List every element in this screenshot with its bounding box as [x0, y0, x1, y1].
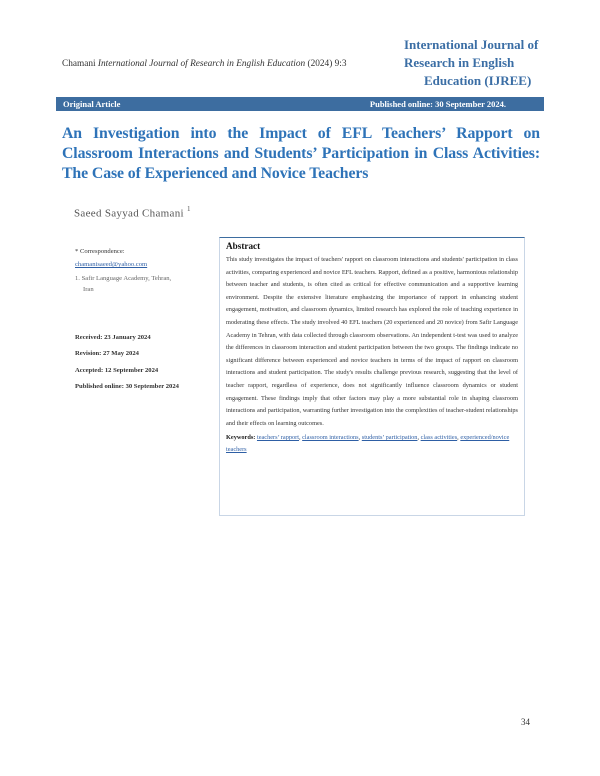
citation-author: Chamani — [62, 59, 96, 69]
keywords-label: Keywords: — [226, 434, 256, 442]
abstract-box — [219, 237, 525, 516]
affiliation-line1: 1. Safir Language Academy, Tehran, — [75, 275, 172, 282]
published-online-label: Published online: 30 September 2024. — [369, 99, 506, 109]
article-dates — [75, 330, 225, 396]
running-header-citation — [62, 59, 347, 69]
abstract-heading: Abstract — [226, 241, 261, 251]
journal-brand-line3: Education (IJREE) — [424, 73, 532, 88]
author-name: Saeed Sayyad Chamani — [74, 207, 184, 220]
correspondence-panel — [75, 246, 215, 295]
date-published: Published online: 30 September 2024 — [75, 383, 179, 391]
keyword-link[interactable]: teachers’ rapport — [256, 434, 299, 442]
correspondence-email-link[interactable]: chamanisaeed@yahoo.com — [75, 261, 148, 268]
keyword-link[interactable]: class activities — [420, 434, 458, 442]
journal-brand — [404, 36, 554, 90]
paper-title: An Investigation into the Impact of EFL Teachers’ Rapport on Classroom Interactions and Students’ Participation in Class Activities: The Case of Experienced and Novice Teachers — [62, 125, 540, 182]
abstract-body: This study investigates the impact of teachers' rapport on classroom interactions and students' participation in class activities, comparing experienced and novice EFL teachers. Rapport, defined as a positive, harmonious relationship between teacher and students, is often cited as critical for effective communication and a supportive learning environment. Despite the extensive literature emphasizing the importance of rapport in enhancing student engagement, motivation, and classroom dynamics, limited research has explored the role of teaching experience in moderating these effects. The study involved 40 EFL teachers (20 experienced and 20 novice) from Safir Language Academy in Tehran, with data collected through classroom observations. An independent t-test was used to analyze the differences in classroom interaction and student participation between the two groups. The findings indicate no significant difference between experienced and novice teachers in terms of the impact of rapport on classroom interactions and student participation. The study's results challenge previous research, suggesting that the level of teacher rapport, regardless of experience, does not significantly influence classroom dynamics or student engagement. These findings imply that other factors may play a more substantial role in shaping classroom interactions and participation, warranting further investigation into the complexities of teacher-student relationships and their effects on learning outcomes. — [226, 256, 518, 427]
author-affiliation-marker: 1 — [186, 205, 191, 213]
correspondence-label: * Correspondence: — [75, 248, 125, 255]
date-accepted: Accepted: 12 September 2024 — [75, 366, 159, 374]
affiliation — [75, 273, 215, 295]
keywords: Keywords: teachers’ rapport, classroom interactions, students’ participation, class activities, experienced/novice teachers — [226, 434, 510, 454]
page-number: 34 — [521, 717, 530, 727]
author-line — [74, 206, 191, 220]
journal-brand-line1: International Journal of — [404, 37, 539, 52]
article-type-banner — [56, 97, 544, 111]
citation-year-volume: (2024) 9:3 — [307, 59, 347, 69]
article-type-label: Original Article — [63, 99, 121, 109]
date-received: Received: 23 January 2024 — [75, 334, 151, 341]
citation-journal-name: International Journal of Research in English Education — [97, 59, 306, 69]
keyword-link[interactable]: experienced/novice teachers — [226, 434, 510, 454]
journal-brand-line2: Research in English — [404, 55, 515, 70]
keyword-link[interactable]: classroom interactions — [302, 434, 359, 442]
date-revision: Revision: 27 May 2024 — [75, 350, 139, 358]
affiliation-line2: Iran — [83, 286, 94, 293]
keyword-link[interactable]: students’ participation — [361, 434, 418, 442]
